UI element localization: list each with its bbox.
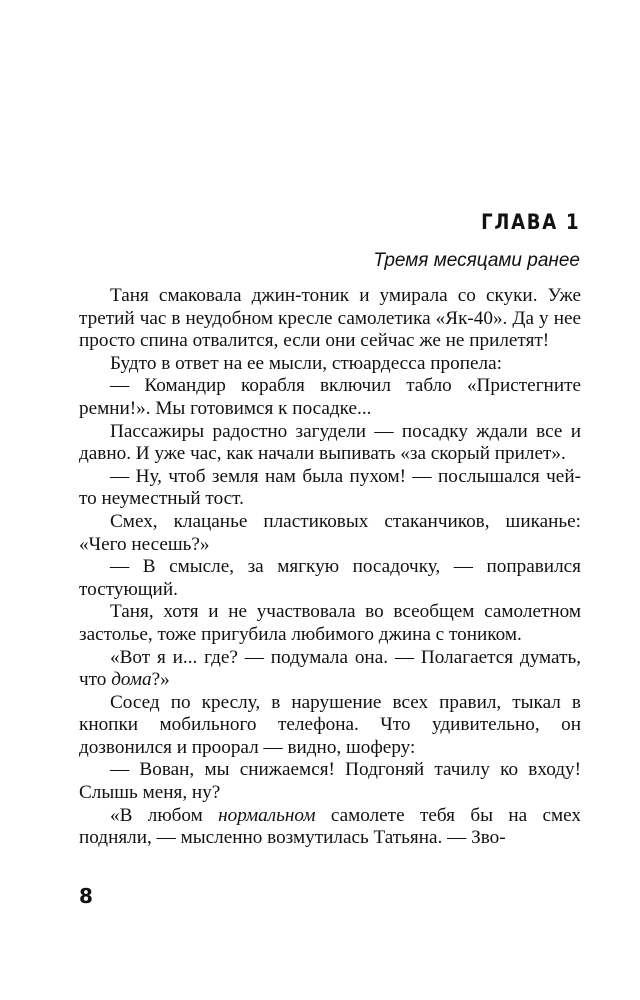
paragraph-text: «В любом [110,804,219,826]
chapter-subtitle: Тремя месяцами ранее [373,250,580,271]
paragraph: — В смысле, за мягкую посадочку, — поправился тостующий. [79,556,581,600]
paragraph: Смех, клацанье пластиковых стаканчиков, шиканье: «Чего несешь?» [79,510,581,555]
paragraph: — Ну, чтоб земля нам была пухом! — послышался чей-то неуместный тост. [79,465,581,510]
emphasis-text: дома [111,669,152,691]
paragraph: Будто в ответ на ее мысли, стюардесса пропела: [110,352,502,374]
paragraph: Таня, хотя и не участвовала во всеобщем самолетном застолье, тоже пригубила любимого джина с тоником. [79,601,581,645]
page-number: 8 [79,884,93,908]
emphasis-text: нормальном [218,804,316,826]
paragraph: Таня смаковала джин-тоник и умирала со скуки. Уже третий час в неудобном кресле самолетика «Як-40». Да у нее просто спина отвалится, если они сейчас же не прилетят! [79,285,581,352]
paragraph-text: ?» [151,669,170,691]
paragraph [79,647,581,692]
paragraph: — Вован, мы снижаемся! Подгоняй тачилу ко входу! Слышь меня, ну? [79,759,581,804]
body-text [79,285,581,850]
paragraph-text: самолете тебя бы на смех подняли, — мысленно возмутилась Татьяна. — Зво- [79,804,581,849]
paragraph: Сосед по креслу, в нарушение всех правил, тыкал в кнопки мобильного телефона. Что удивительно, он дозвонился и проорал — видно, шоферу: [79,691,581,758]
paragraph [79,805,581,850]
chapter-title: ГЛАВА 1 [480,210,580,234]
paragraph: — Командир корабля включил табло «Пристегните ремни!». Мы готовимся к посадке... [79,375,581,419]
paragraph: Пассажиры радостно загудели — посадку ждали все и давно. И уже час, как начали выпивать «за скорый прилет». [79,420,581,465]
paragraph-text: «Вот я и... где? — подумала она. — Полагается думать, что [79,646,581,691]
